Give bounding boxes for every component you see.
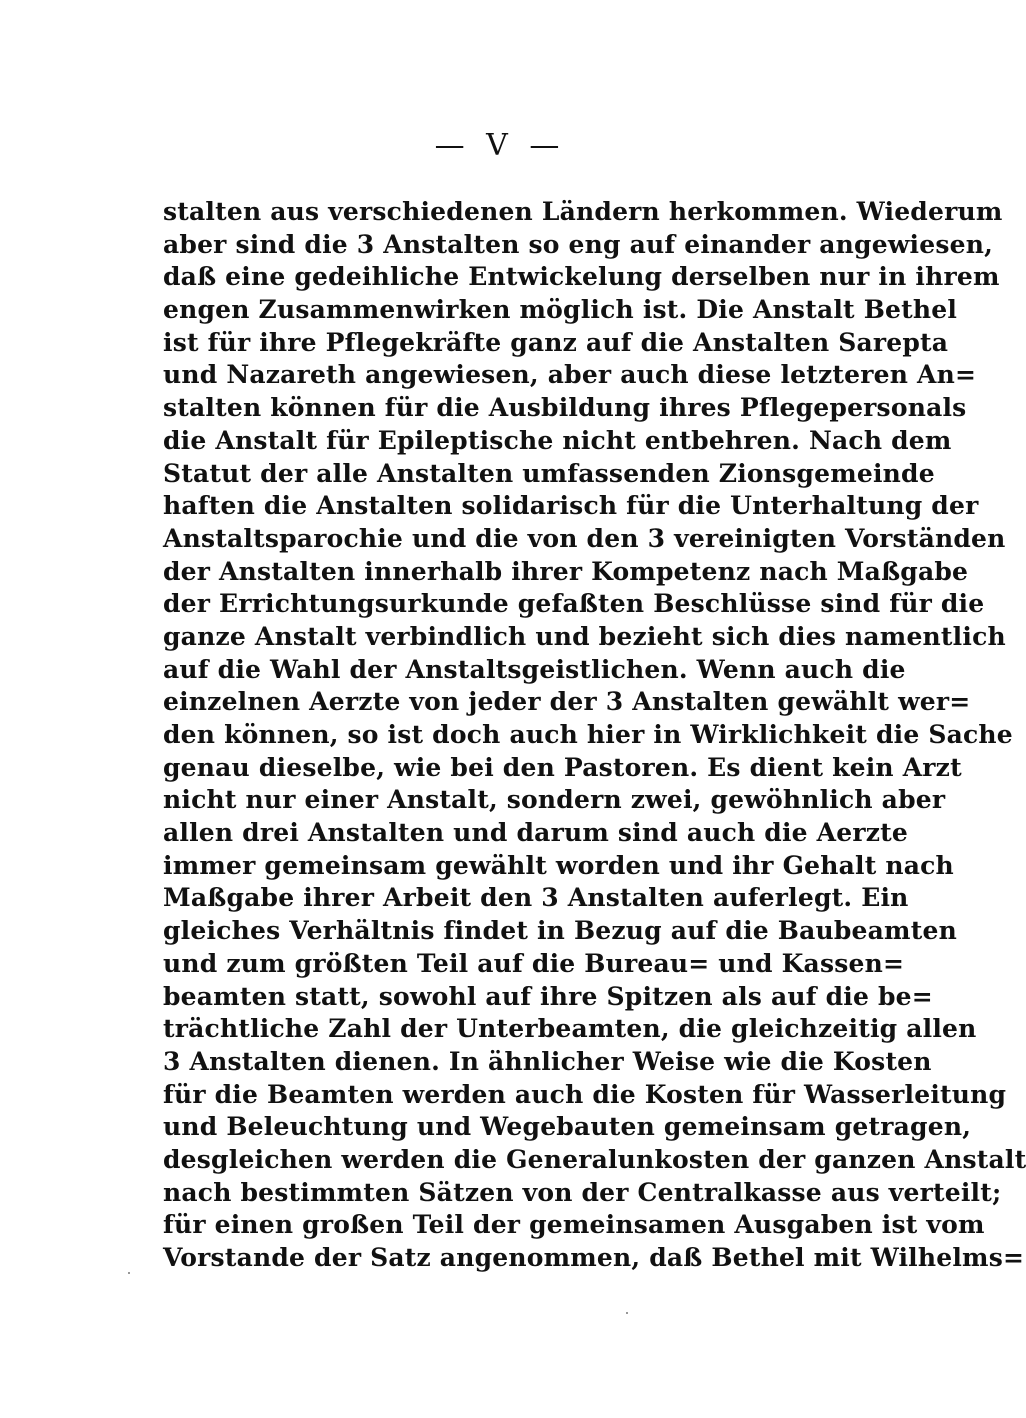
text-line: gleiches Verhältnis findet in Bezug auf die Baubeamten — [163, 916, 957, 946]
text-line: der Anstalten innerhalb ihrer Kompetenz nach Maßgabe — [163, 556, 969, 586]
text-line: nach bestimmten Sätzen von der Centralkasse aus verteilt; — [163, 1177, 1002, 1207]
text-line: aber sind die 3 Anstalten so eng auf einander angewiesen, — [163, 229, 994, 259]
text-line: Anstaltsparochie und die von den 3 vereinigten Vorständen — [163, 523, 1006, 553]
text-line: ist für ihre Pflegekräfte ganz auf die Anstalten Sarepta — [163, 327, 949, 357]
text-line: und zum größten Teil auf die Bureau= und Kassen= — [163, 948, 905, 978]
text-line: genau dieselbe, wie bei den Pastoren. Es dient kein Arzt — [163, 752, 962, 782]
text-line: den können, so ist doch auch hier in Wirklichkeit die Sache — [163, 720, 1013, 749]
text-line: immer gemeinsam gewählt worden und ihr Gehalt nach — [163, 850, 954, 880]
text-line: engen Zusammenwirken möglich ist. Die Anstalt Bethel — [163, 295, 958, 325]
text-line: und Nazareth angewiesen, aber auch diese letzteren An= — [163, 360, 977, 390]
body-text — [163, 196, 1026, 1275]
text-line: Maßgabe ihrer Arbeit den 3 Anstalten auferlegt. Ein — [163, 883, 909, 913]
scan-speck — [128, 1272, 130, 1274]
text-line: trächtliche Zahl der Unterbeamten, die gleichzeitig allen — [163, 1014, 977, 1044]
text-line: für einen großen Teil der gemeinsamen Ausgaben ist vom — [163, 1210, 985, 1240]
text-line: und Beleuchtung und Wegebauten gemeinsam getragen, — [163, 1112, 972, 1142]
text-line: auf die Wahl der Anstaltsgeistlichen. Wenn auch die — [163, 654, 906, 684]
text-line: für die Beamten werden auch die Kosten für Wasserleitung — [163, 1079, 1007, 1109]
text-line: Statut der alle Anstalten umfassenden Zionsgemeinde — [163, 458, 935, 488]
scan-speck — [626, 1312, 628, 1314]
text-line: 3 Anstalten dienen. In ähnlicher Weise wie die Kosten — [163, 1046, 932, 1076]
text-line: haften die Anstalten solidarisch für die Unterhaltung der — [163, 491, 979, 521]
text-line: stalten können für die Ausbildung ihres Pflegepersonals — [163, 393, 967, 423]
text-line: ganze Anstalt verbindlich und bezieht sich dies namentlich — [163, 621, 1006, 651]
text-line: allen drei Anstalten und darum sind auch die Aerzte — [163, 818, 909, 848]
text-line: beamten statt, sowohl auf ihre Spitzen als auf die be= — [163, 981, 933, 1011]
text-line: stalten aus verschiedenen Ländern herkommen. Wiederum — [163, 197, 1003, 226]
text-line: die Anstalt für Epileptische nicht entbehren. Nach dem — [163, 425, 952, 455]
text-line: daß eine gedeihliche Entwickelung derselben nur in ihrem — [163, 262, 1000, 292]
text-line: Vorstande der Satz angenommen, daß Bethel mit Wilhelms= — [163, 1243, 1025, 1272]
text-line: einzelnen Aerzte von jeder der 3 Anstalten gewählt wer= — [163, 687, 971, 717]
text-line: nicht nur einer Anstalt, sondern zwei, gewöhnlich aber — [163, 785, 946, 815]
text-line: desgleichen werden die Generalunkosten der ganzen Anstalt — [163, 1144, 1026, 1174]
page-number: — V — — [434, 128, 566, 163]
text-line: der Errichtungsurkunde gefaßten Beschlüsse sind für die — [163, 589, 985, 619]
